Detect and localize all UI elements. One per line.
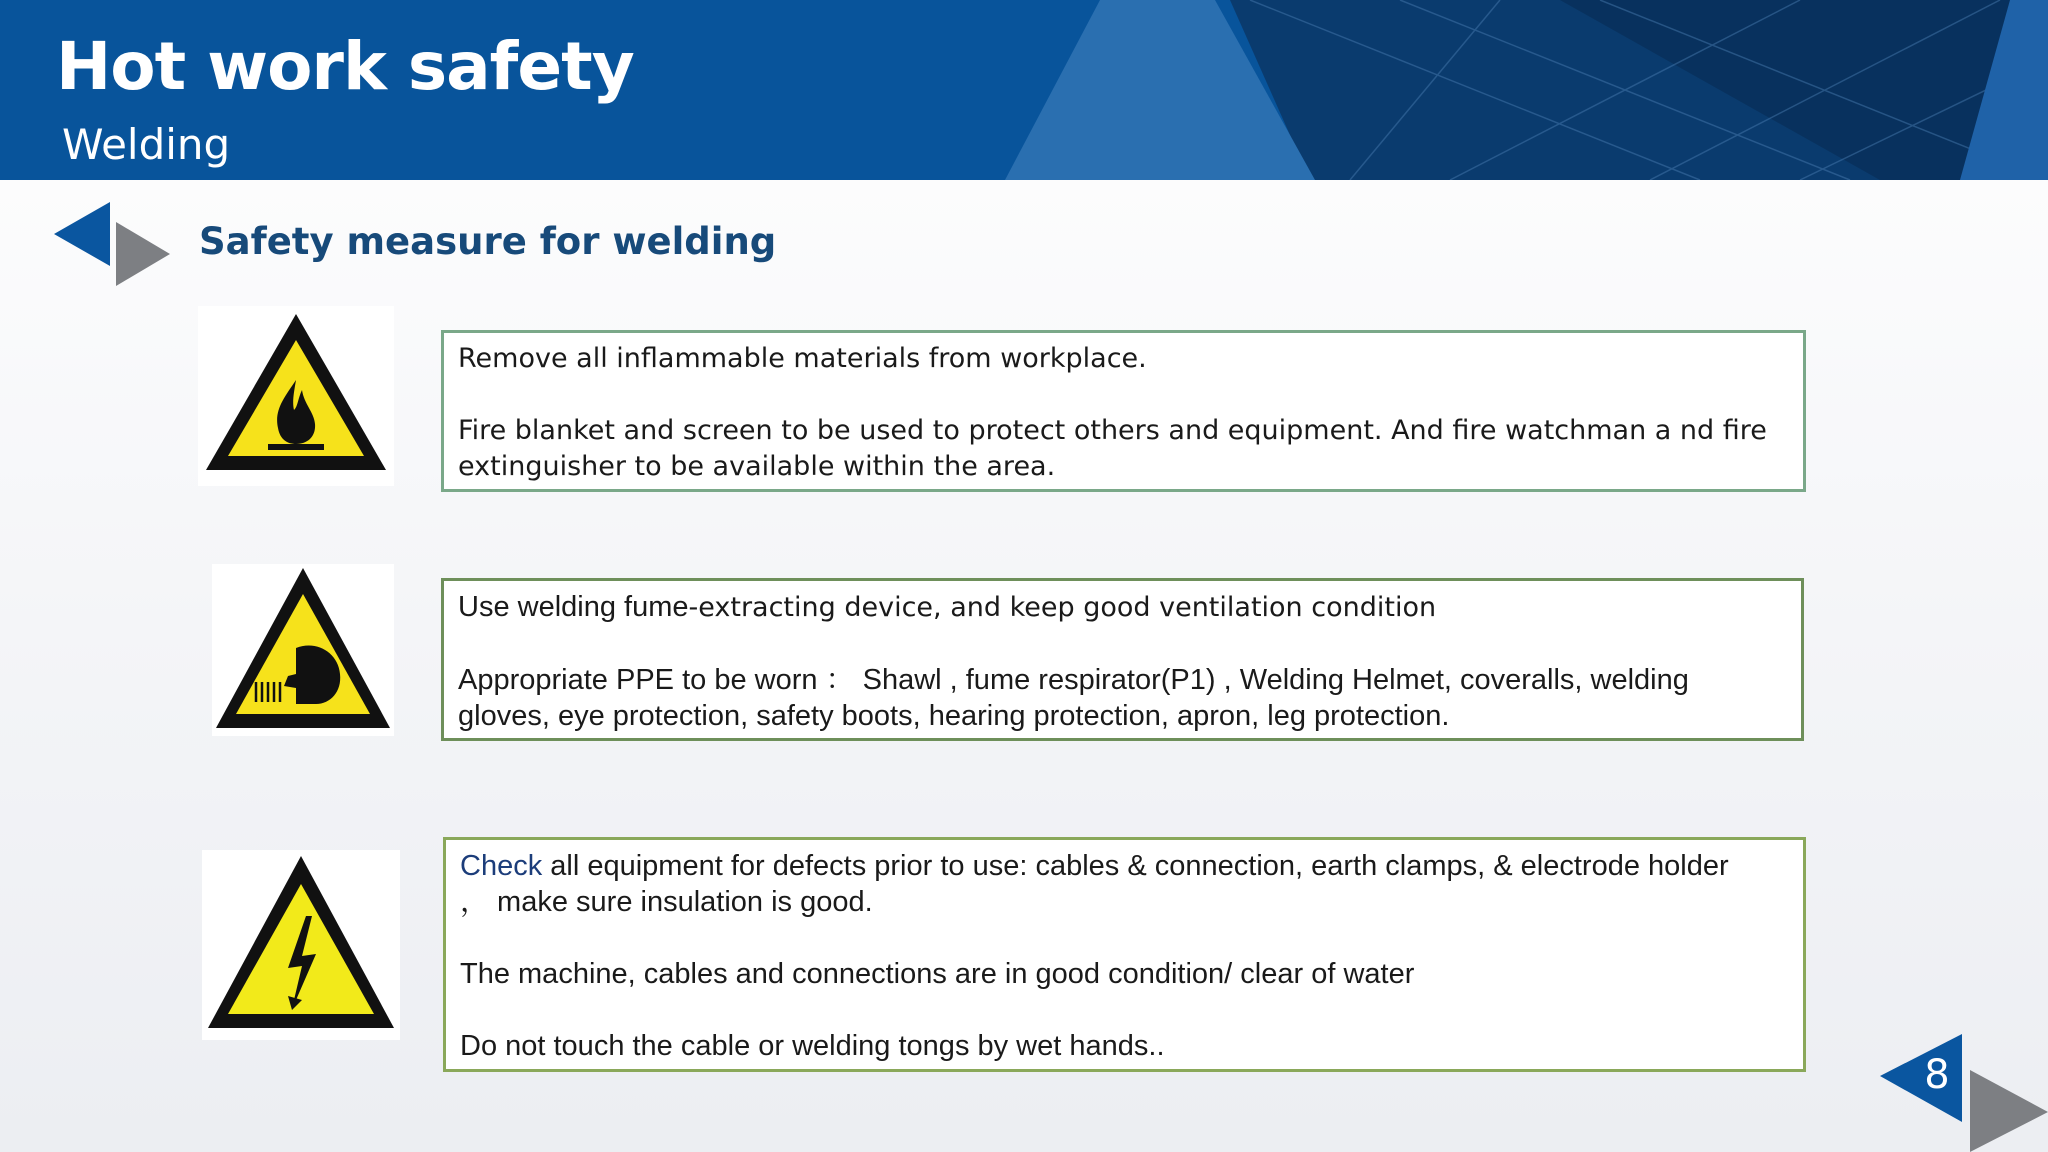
fume-text-1a: Use welding fume <box>458 591 689 623</box>
electric-sign <box>202 850 400 1040</box>
fume-warning-icon <box>212 564 394 736</box>
fire-text-2: Fire blanket and screen to be used to protect others and equipment. And fire watchman a nd fire extinguisher to be available within the area. <box>458 415 1767 482</box>
flammable-sign <box>198 306 394 486</box>
fume-text-2: Appropriate PPE to be worn ： Shawl , fume respirator(P1) , Welding Helmet, coveralls, welding gloves, eye protection, safety boots, hearing protection, apron, leg protection. <box>458 664 1689 732</box>
page-number-badge-icon <box>1880 1030 2048 1152</box>
fume-text-1b: -extracting device, and keep good ventilation condition <box>688 592 1437 623</box>
electric-text-2: The machine, cables and connections are in good condition/ clear of water <box>460 958 1415 990</box>
page-number: 8 <box>1924 1052 1950 1098</box>
slide-subtitle: Welding <box>62 120 231 169</box>
check-word: Check <box>460 850 543 882</box>
section-arrows-icon <box>54 202 174 292</box>
fume-sign <box>212 564 394 736</box>
electric-text-1-cont: ， make sure insulation is good. <box>460 886 873 918</box>
electric-text-1 <box>460 848 1789 884</box>
electric-safety-box <box>443 837 1806 1072</box>
section-title: Safety measure for welding <box>199 220 777 263</box>
slide-title: Hot work safety <box>56 28 634 105</box>
fume-safety-box <box>441 578 1804 741</box>
fire-text-1: Remove all inflammable materials from workplace. <box>458 343 1147 374</box>
flammable-warning-icon <box>198 306 394 486</box>
header-banner <box>0 0 2048 180</box>
electric-shock-warning-icon <box>202 850 400 1040</box>
fire-safety-box <box>441 330 1806 492</box>
electric-text-3: Do not touch the cable or welding tongs by wet hands.. <box>460 1030 1165 1062</box>
fume-text-1 <box>458 589 1787 626</box>
electric-text-1-rest: all equipment for defects prior to use: cables & connection, earth clamps, & electrode holder <box>542 850 1729 882</box>
